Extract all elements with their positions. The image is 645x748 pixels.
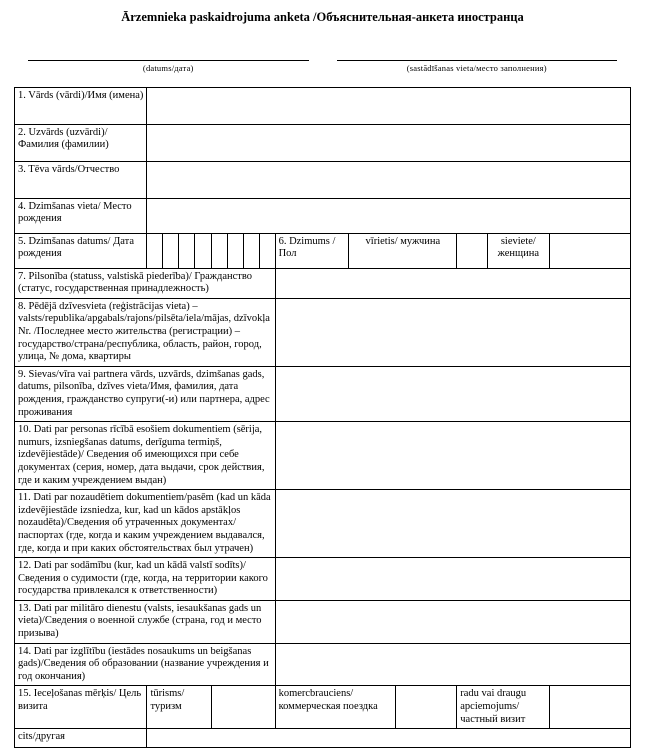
row-10-value[interactable] xyxy=(275,422,630,490)
table-row xyxy=(15,729,631,748)
table-row xyxy=(15,366,631,421)
page-title: Ārzemnieka paskaidrojuma anketa /Объяснительная-анкета иностранца xyxy=(121,10,524,24)
row-15-label: 15. Ieceļošanas mērķis/ Цель визита xyxy=(15,686,147,729)
row-6-value-female[interactable] xyxy=(549,233,630,268)
table-row xyxy=(15,490,631,558)
table-row xyxy=(15,298,631,366)
table-row xyxy=(15,600,631,643)
row-6-label: 6. Dzimums /Пол xyxy=(275,233,349,268)
row-12-label: 12. Dati par sodāmību (kur, kad un kādā valstī sodīts)/Сведения о судимости (где, когда, на территории какого государства привлекался к ответственности) xyxy=(15,558,276,601)
row-5-box-5[interactable] xyxy=(211,233,227,268)
place-field-caption: (sastādīšanas vieta/место заполнения) xyxy=(406,62,547,73)
row-5-label: 5. Dzimšanas datums/ Дата рождения xyxy=(15,233,147,268)
date-input-line[interactable] xyxy=(28,48,309,61)
table-row xyxy=(15,558,631,601)
row-9-label: 9. Sievas/vīra vai partnera vārds, uzvārds, dzimšanas gads, datums, pilsonība, dzīves vieta/Имя, фамилия, дата рождения, гражданство супруги(-и) или партнера, адрес проживания xyxy=(15,366,276,421)
row-1-label: 1. Vārds (vārdi)/Имя (имена) xyxy=(15,87,147,124)
date-field-caption: (datums/дата) xyxy=(142,62,194,73)
row-15-value-other[interactable] xyxy=(147,729,631,748)
table-row xyxy=(15,233,631,268)
table-row xyxy=(15,198,631,233)
row-6-value-male[interactable] xyxy=(457,233,488,268)
row-2-label: 2. Uzvārds (uzvārdi)/Фамилия (фамилии) xyxy=(15,124,147,161)
row-7-label: 7. Pilsonība (statuss, valstiskā piederība)/ Гражданство (статус, государственная принадлежность) xyxy=(15,268,276,298)
row-15-option-business: komercbrauciens/ коммерческая поездка xyxy=(275,686,395,729)
row-5-box-4[interactable] xyxy=(195,233,211,268)
table-row xyxy=(15,422,631,490)
row-1-value[interactable] xyxy=(147,87,631,124)
row-15-option-visit: radu vai draugu apciemojums/ частный визит xyxy=(457,686,549,729)
row-15-value-visit[interactable] xyxy=(549,686,630,729)
table-row xyxy=(15,161,631,198)
row-5-box-6[interactable] xyxy=(227,233,243,268)
row-5-box-2[interactable] xyxy=(163,233,179,268)
row-4-label: 4. Dzimšanas vieta/ Место рождения xyxy=(15,198,147,233)
row-13-label: 13. Dati par militāro dienestu (valsts, iesaukšanas gads un vieta)/Сведения о военной службе (страна, год и место призыва) xyxy=(15,600,276,643)
table-row xyxy=(15,268,631,298)
row-5-box-7[interactable] xyxy=(243,233,259,268)
row-15-option-tourism: tūrisms/туризм xyxy=(147,686,211,729)
row-15-value-tourism[interactable] xyxy=(211,686,275,729)
row-5-box-1[interactable] xyxy=(147,233,163,268)
row-6-option-female: sieviete/ женщина xyxy=(488,233,550,268)
date-field-block xyxy=(14,48,323,73)
row-6-option-male: vīrietis/ мужчина xyxy=(349,233,457,268)
row-4-value[interactable] xyxy=(147,198,631,233)
row-13-value[interactable] xyxy=(275,600,630,643)
application-form-table xyxy=(14,87,631,748)
row-11-value[interactable] xyxy=(275,490,630,558)
row-15-option-other: cits/другая xyxy=(15,729,147,748)
row-10-label: 10. Dati par personas rīcībā esošiem dokumentiem (sērija, numurs, izsniegšanas datums, derīguma termiņš, izdevējiestāde)/ Сведения об имеющихся при себе документах (серия, номер, дата выдачи, срок действия, где и каким учреждением выдан) xyxy=(15,422,276,490)
row-7-value[interactable] xyxy=(275,268,630,298)
row-12-value[interactable] xyxy=(275,558,630,601)
row-14-value[interactable] xyxy=(275,643,630,686)
row-14-label: 14. Dati par izglītību (iestādes nosaukums un beigšanas gads)/Сведения об образовании (название учреждения и год окончания) xyxy=(15,643,276,686)
row-2-value[interactable] xyxy=(147,124,631,161)
table-row xyxy=(15,124,631,161)
row-5-box-8[interactable] xyxy=(259,233,275,268)
header-fill-in-row xyxy=(0,48,645,73)
row-9-value[interactable] xyxy=(275,366,630,421)
row-15-value-business[interactable] xyxy=(395,686,457,729)
place-field-block xyxy=(323,48,632,73)
document-page xyxy=(0,10,645,743)
row-8-value[interactable] xyxy=(275,298,630,366)
place-input-line[interactable] xyxy=(337,48,618,61)
row-5-box-3[interactable] xyxy=(179,233,195,268)
table-row xyxy=(15,87,631,124)
row-8-label: 8. Pēdējā dzīvesvieta (reģistrācijas vieta) – valsts/republika/apgabals/rajons/pilsēta/iela/mājas, dzīvokļa Nr. /Последнее место жительства (регистрации) – государство/страна/республика, область, район, город, улица, № дома, квартиры xyxy=(15,298,276,366)
row-3-value[interactable] xyxy=(147,161,631,198)
row-11-label: 11. Dati par nozaudētiem dokumentiem/pasēm (kad un kāda izdevējiestāde izsniedza, kur, kad un kādos apstākļos nozaudēta)/Сведения об утраченных документах/паспортах (где, когда и каким учреждением выдавался, где, когда и при каких обстоятельствах был утрачен) xyxy=(15,490,276,558)
row-3-label: 3. Tēva vārds/Отчество xyxy=(15,161,147,198)
table-row xyxy=(15,686,631,729)
table-row xyxy=(15,643,631,686)
